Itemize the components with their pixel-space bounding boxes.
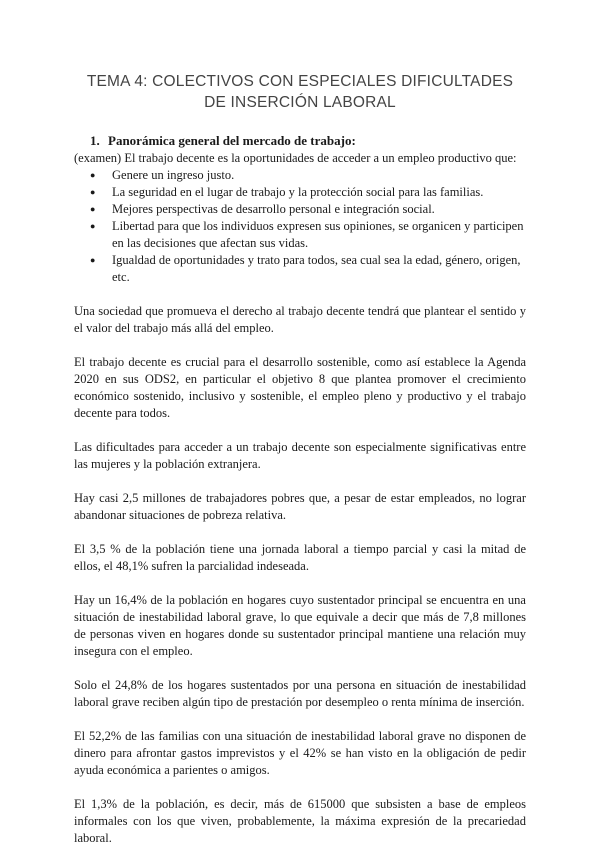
bullet-item xyxy=(90,252,526,286)
bullet-dot-icon: ● xyxy=(90,255,96,265)
bullet-text: Mejores perspectivas de desarrollo personal e integración social. xyxy=(112,202,435,216)
body-paragraph: Hay un 16,4% de la población en hogares cuyo sustentador principal se encuentra en una situación de inestabilidad laboral grave, lo que equivale a decir que más de 7,8 millones de personas viven en hogares donde su sustentador principal mantiene una relación muy insegura con el empleo. xyxy=(74,593,526,658)
bullet-dot-icon: ● xyxy=(90,204,96,214)
bullet-item xyxy=(90,218,526,252)
section-heading-text: Panorámica general del mercado de trabajo: xyxy=(108,133,356,148)
body-paragraph: El 52,2% de las familias con una situación de inestabilidad laboral grave no disponen de dinero para afrontar gastos imprevistos y el 42% se han visto en la obligación de pedir ayuda económica a parientes o amigos. xyxy=(74,729,526,777)
body-paragraph: El 3,5 % de la población tiene una jornada laboral a tiempo parcial y casi la mitad de ellos, el 48,1% sufren la parcialidad indeseada. xyxy=(74,542,526,573)
section-number: 1. xyxy=(90,133,100,148)
bullet-item xyxy=(90,167,526,184)
section-heading xyxy=(74,133,526,149)
bullet-list xyxy=(74,167,526,286)
body-paragraph: Las dificultades para acceder a un trabajo decente son especialmente significativas entre las mujeres y la población extranjera. xyxy=(74,440,526,471)
document-title: TEMA 4: COLECTIVOS CON ESPECIALES DIFICULTADES DE INSERCIÓN LABORAL xyxy=(86,73,514,111)
bullet-text: La seguridad en el lugar de trabajo y la protección social para las familias. xyxy=(112,185,484,199)
bullet-dot-icon: ● xyxy=(90,187,96,197)
body-paragraph: Una sociedad que promueva el derecho al trabajo decente tendrá que plantear el sentido y el valor del trabajo más allá del empleo. xyxy=(74,304,526,335)
bullet-dot-icon: ● xyxy=(90,221,96,231)
body-paragraph: Solo el 24,8% de los hogares sustentados por una persona en situación de inestabilidad laboral grave reciben algún tipo de prestación por desempleo o renta mínima de inserción. xyxy=(74,678,526,709)
bullet-item xyxy=(90,184,526,201)
body-paragraph: El 1,3% de la población, es decir, más de 615000 que subsisten a base de empleos informales con los que viven, probablemente, la máxima expresión de la precariedad laboral. xyxy=(74,797,526,845)
bullet-text: Igualdad de oportunidades y trato para todos, sea cual sea la edad, género, origen, etc. xyxy=(112,253,521,284)
bullet-item xyxy=(90,201,526,218)
bullet-text: Genere un ingreso justo. xyxy=(112,168,235,182)
body-paragraph: Hay casi 2,5 millones de trabajadores pobres que, a pesar de estar empleados, no lograr abandonar situaciones de pobreza relativa. xyxy=(74,491,526,522)
intro-paragraph: (examen) El trabajo decente es la oportunidades de acceder a un empleo productivo que: xyxy=(74,151,517,165)
body-paragraph: El trabajo decente es crucial para el desarrollo sostenible, como así establece la Agenda 2020 en sus ODS2, en particular el objetivo 8 que plantea promover el crecimiento económico sostenido, inclusivo y sostenible, el empleo pleno y productivo y el trabajo decente para todos. xyxy=(74,355,526,420)
bullet-text: Libertad para que los individuos expresen sus opiniones, se organicen y participen en las decisiones que afectan sus vidas. xyxy=(112,219,524,250)
bullet-dot-icon: ● xyxy=(90,170,96,180)
